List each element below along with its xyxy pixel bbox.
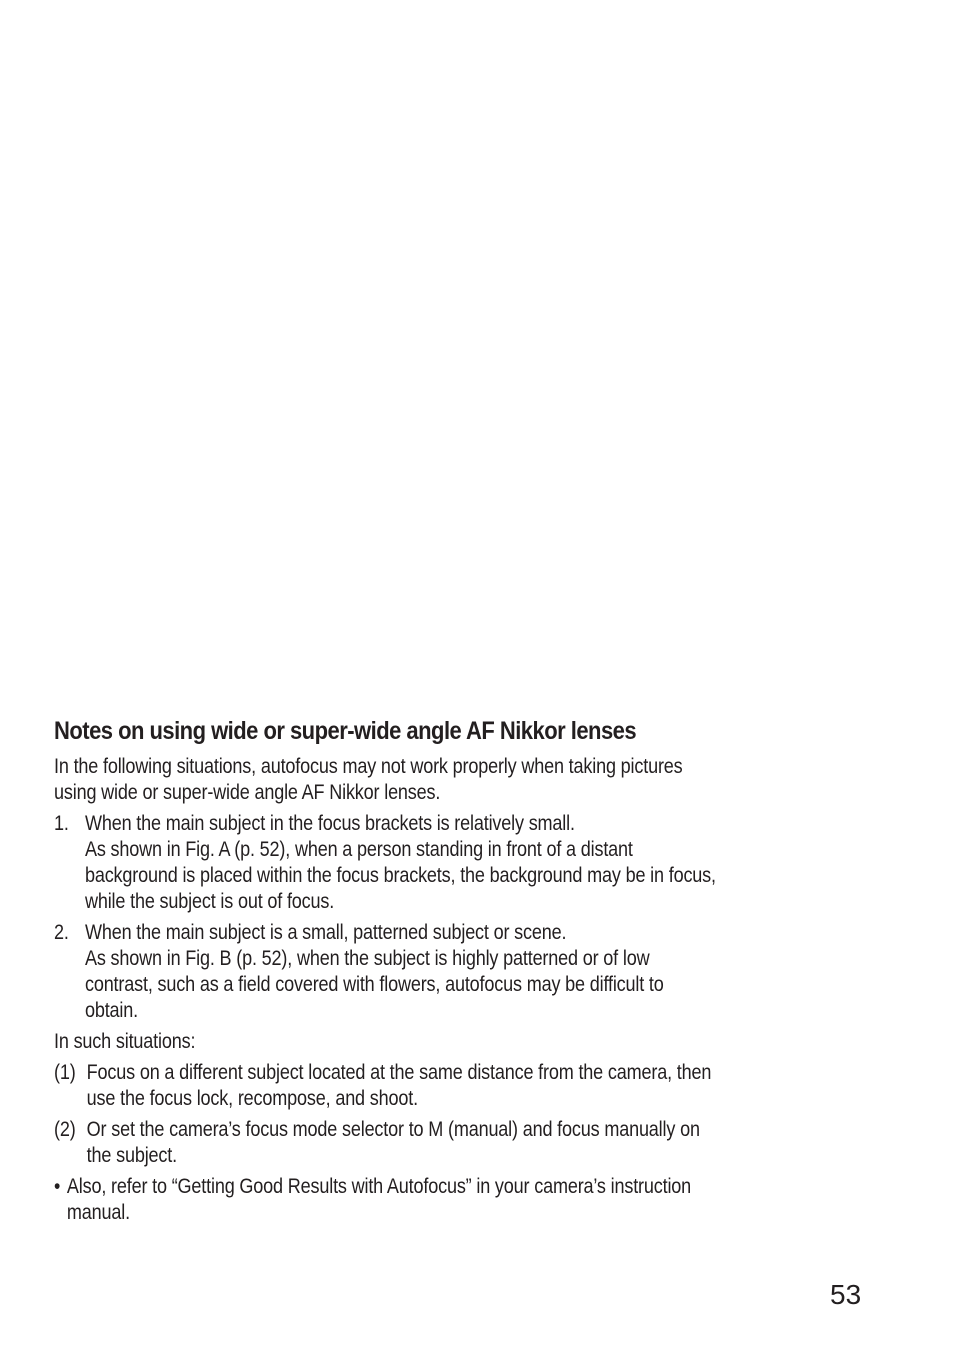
item-line: obtain.	[84, 999, 138, 1022]
intro-line: In the following situations, autofocus may not work properly when taking pictures	[54, 755, 683, 778]
option-text	[87, 1060, 863, 1112]
option-number: (1)	[54, 1061, 76, 1084]
option-text	[87, 1117, 863, 1169]
option-number: (2)	[54, 1118, 76, 1141]
section-body	[54, 754, 862, 1226]
item-line: When the main subject is a small, patterned subject or scene.	[84, 921, 567, 944]
item-line: while the subject is out of focus.	[84, 890, 335, 913]
item-text	[85, 920, 862, 1024]
notes-section	[54, 714, 864, 1231]
option-item-1	[54, 1060, 862, 1112]
item-number: 2.	[54, 921, 69, 944]
page-number: 53	[830, 1279, 862, 1310]
bullet-line: Also, refer to “Getting Good Results with Autofocus” in your camera’s instruction	[66, 1175, 692, 1198]
bullet-marker: •	[54, 1175, 61, 1198]
intro-line: using wide or super-wide angle AF Nikkor lenses.	[54, 781, 441, 804]
item-line: contrast, such as a field covered with flowers, autofocus may be difficult to	[84, 973, 664, 996]
situations-label: In such situations:	[54, 1030, 196, 1053]
numbered-item-2	[54, 920, 862, 1024]
option-line: Or set the camera’s focus mode selector to M (manual) and focus manually on	[86, 1118, 700, 1141]
bullet-line: manual.	[66, 1201, 130, 1224]
intro-paragraph	[54, 754, 862, 806]
item-line: As shown in Fig. B (p. 52), when the subject is highly patterned or of low	[84, 947, 650, 970]
option-line: use the focus lock, recompose, and shoot.	[86, 1087, 418, 1110]
item-line: As shown in Fig. A (p. 52), when a person standing in front of a distant	[84, 838, 633, 861]
option-line: the subject.	[86, 1144, 177, 1167]
bullet-text	[67, 1174, 863, 1226]
bullet-item	[54, 1174, 862, 1226]
item-number: 1.	[54, 812, 69, 835]
option-item-2	[54, 1117, 862, 1169]
item-text	[85, 811, 862, 915]
item-line: background is placed within the focus brackets, the background may be in focus,	[84, 864, 716, 887]
section-heading: Notes on using wide or super-wide angle AF Nikkor lenses	[54, 717, 637, 745]
numbered-item-1	[54, 811, 862, 915]
item-line: When the main subject in the focus brackets is relatively small.	[84, 812, 575, 835]
option-line: Focus on a different subject located at the same distance from the camera, then	[86, 1061, 712, 1084]
